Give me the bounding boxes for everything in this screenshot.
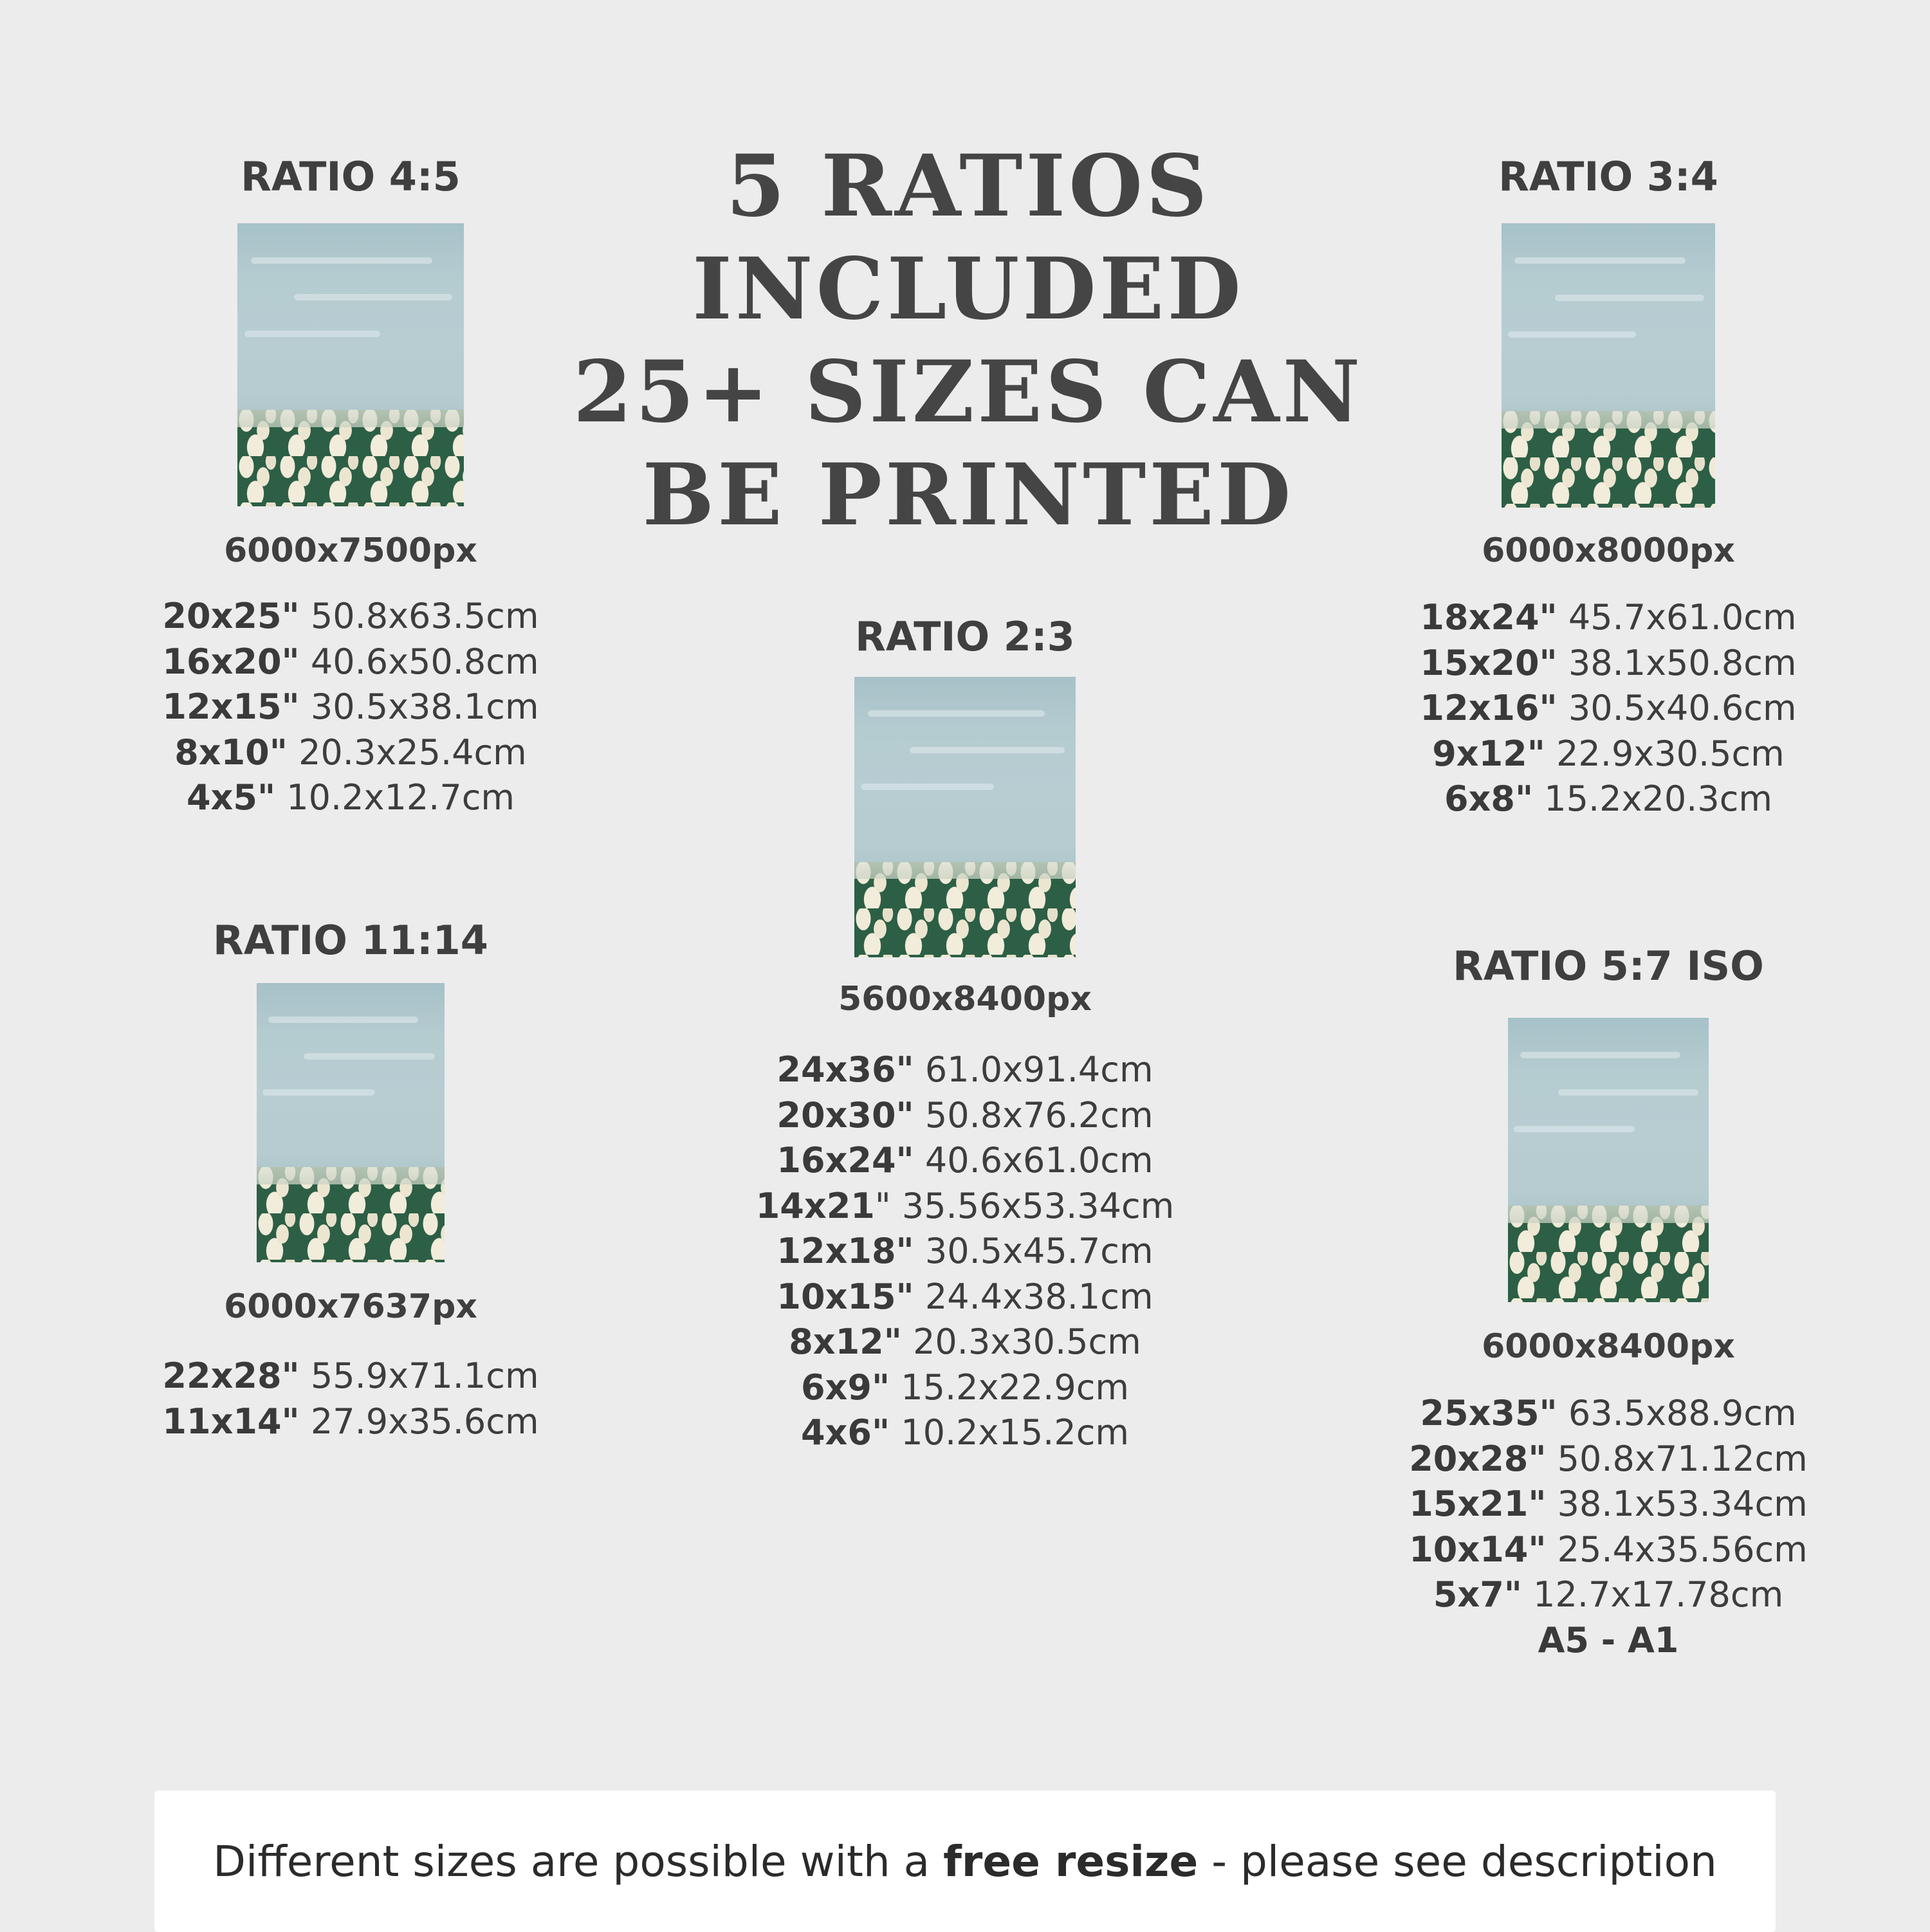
size-item: 14x21" 35.56x53.34cm	[755, 1185, 1175, 1226]
size-item: 4x5" 10.2x12.7cm	[186, 777, 515, 818]
size-item: 12x18" 30.5x45.7cm	[777, 1231, 1153, 1271]
ratio-title: RATIO 4:5	[241, 153, 461, 200]
artwork-preview	[854, 677, 1076, 957]
size-item: 16x24" 40.6x61.0cm	[777, 1140, 1153, 1181]
headline-line: INCLUDED	[692, 239, 1244, 339]
headline-line: 25+ SIZES CAN	[573, 342, 1364, 442]
headline	[566, 135, 1370, 547]
size-list	[129, 594, 573, 821]
pixel-dimensions: 6000x8400px	[1482, 1327, 1735, 1366]
size-item: 24x36" 61.0x91.4cm	[777, 1049, 1153, 1090]
headline-line: 5 RATIOS	[726, 136, 1211, 236]
ratio-title: RATIO 11:14	[213, 917, 488, 964]
size-item: 25x35" 63.5x88.9cm	[1420, 1393, 1797, 1433]
size-item: 10x15" 24.4x38.1cm	[777, 1276, 1153, 1317]
footer-emphasis: free resize	[943, 1836, 1199, 1886]
size-list	[1383, 595, 1834, 822]
size-item: 6x8" 15.2x20.3cm	[1444, 778, 1772, 819]
size-item: 9x12" 22.9x30.5cm	[1432, 733, 1785, 774]
iso-range: A5 - A1	[1538, 1619, 1679, 1661]
size-item: 8x12" 20.3x30.5cm	[789, 1321, 1141, 1362]
size-item: 16x20" 40.6x50.8cm	[162, 641, 539, 682]
size-item: 12x16" 30.5x40.6cm	[1420, 688, 1797, 728]
ratio-title: RATIO 5:7 ISO	[1453, 943, 1764, 989]
artwork-preview	[1508, 1018, 1709, 1302]
size-item: 20x25" 50.8x63.5cm	[162, 596, 539, 636]
ratio-4-5-block	[129, 151, 573, 821]
ratio-title: RATIO 2:3	[855, 613, 1075, 660]
ratio-5-7-iso-block	[1383, 941, 1834, 1663]
size-list	[1383, 1391, 1834, 1663]
size-item: 8x10" 20.3x25.4cm	[174, 731, 527, 773]
size-item: 15x20" 38.1x50.8cm	[1420, 642, 1797, 683]
size-item: 15x21" 38.1x53.34cm	[1409, 1484, 1808, 1524]
size-item: 5x7" 12.7x17.78cm	[1433, 1574, 1784, 1615]
ratio-11-14-block	[129, 915, 573, 1444]
size-item: 10x14" 25.4x35.56cm	[1409, 1529, 1808, 1570]
ratio-2-3-block	[740, 611, 1190, 1456]
size-item: 11x14" 27.9x35.6cm	[162, 1401, 539, 1442]
size-item: 12x15" 30.5x38.1cm	[162, 686, 539, 727]
size-list	[740, 1047, 1190, 1456]
pixel-dimensions: 5600x8400px	[838, 980, 1092, 1018]
pixel-dimensions: 6000x7500px	[224, 531, 477, 570]
pixel-dimensions: 6000x8000px	[1482, 531, 1735, 570]
size-item: 20x28" 50.8x71.12cm	[1409, 1438, 1808, 1479]
size-item: 4x6" 10.2x15.2cm	[800, 1412, 1129, 1453]
size-item: 20x30" 50.8x76.2cm	[777, 1094, 1153, 1136]
size-item: 18x24" 45.7x61.0cm	[1420, 597, 1797, 638]
ratio-title: RATIO 3:4	[1498, 153, 1718, 200]
size-item: 6x9" 15.2x22.9cm	[800, 1366, 1129, 1408]
size-item: 22x28" 55.9x71.1cm	[162, 1356, 539, 1396]
artwork-preview	[257, 983, 445, 1262]
footer-text: Different sizes are possible with a	[213, 1836, 944, 1886]
ratio-3-4-block	[1383, 151, 1834, 822]
artwork-preview	[237, 223, 464, 506]
artwork-preview	[1502, 223, 1715, 508]
pixel-dimensions: 6000x7637px	[224, 1287, 477, 1326]
size-list	[129, 1354, 573, 1444]
footer-banner	[154, 1790, 1776, 1932]
headline-line: BE PRINTED	[642, 445, 1294, 545]
footer-text: - please see description	[1198, 1836, 1717, 1886]
